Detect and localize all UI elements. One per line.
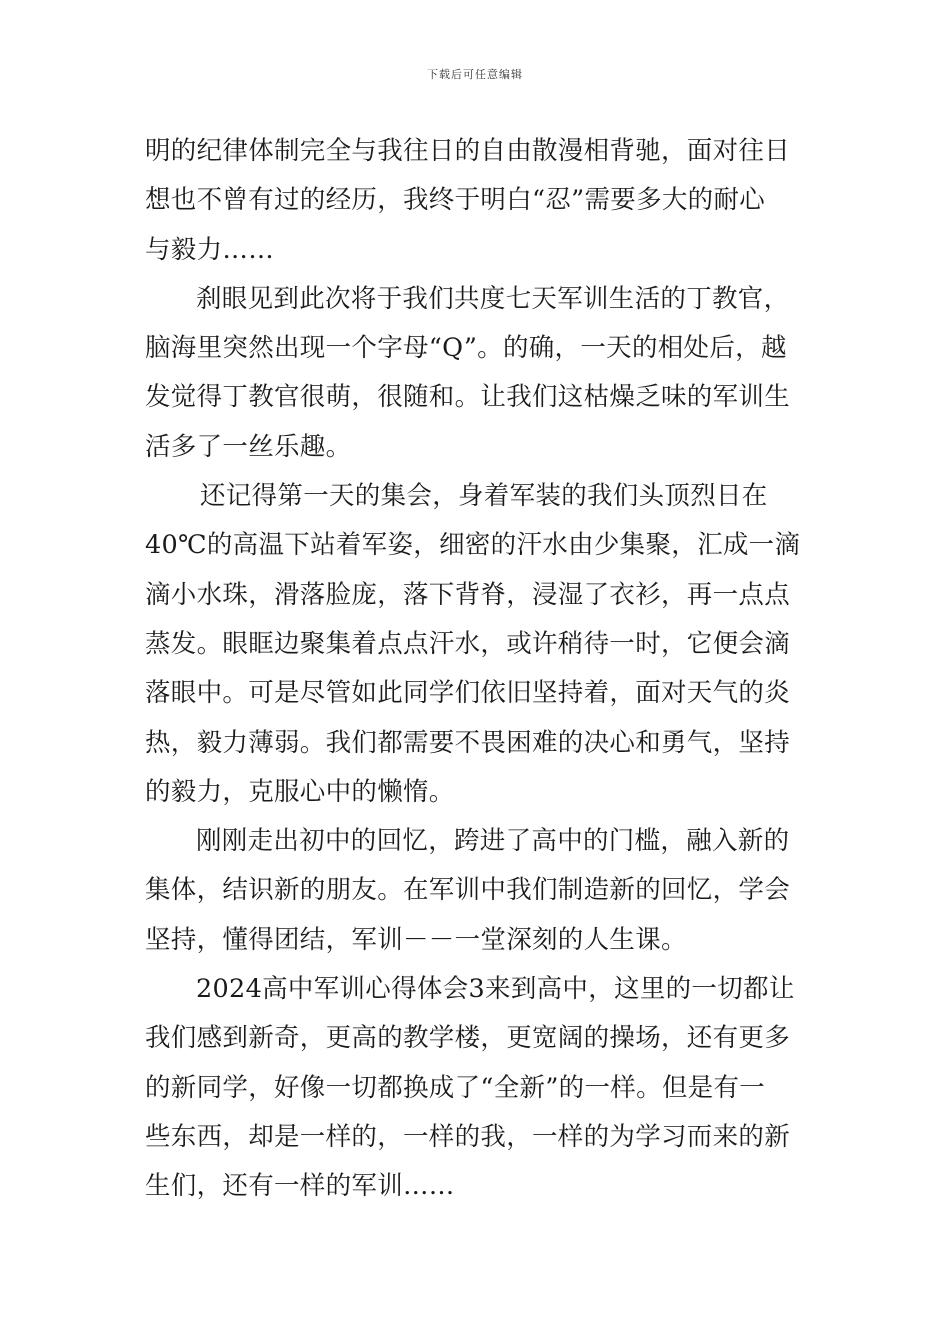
text-line: 2024高中军训心得体会3来到高中，这里的一切都让 (196, 974, 795, 1005)
text-line: 些东西，却是一样的，一样的我，一样的为学习而来的新 (145, 1121, 791, 1152)
text-line: 落眼中。可是尽管如此同学们依旧坚持着，面对天气的炎 (145, 678, 791, 709)
text-line: 明的纪律体制完全与我往日的自由散漫相背驰，面对往日 (145, 136, 791, 166)
text-line: 滴小水珠，滑落脸庞，落下背脊，浸湿了衣衫，再一点点 (145, 579, 791, 610)
text-line: 刚刚走出初中的回忆，跨进了高中的门槛，融入新的 (196, 826, 790, 857)
paragraph (145, 817, 815, 965)
paragraph (145, 472, 815, 817)
text-line: 40℃的高温下站着军姿，细密的汗水由少集聚，汇成一滴 (145, 530, 801, 561)
text-line: 蒸发。眼眶边聚集着点点汗水，或许稍待一时，它便会滴 (145, 628, 791, 659)
paragraph (145, 127, 815, 275)
paragraph (145, 965, 815, 1211)
text-line: 发觉得丁教官很萌，很随和。让我们这枯燥乏味的军训生 (145, 382, 791, 413)
text-line: 热，毅力薄弱。我们都需要不畏困难的决心和勇气，坚持 (145, 727, 791, 758)
page-header: 下载后可任意编辑 (427, 68, 523, 81)
text-line: 我们感到新奇，更高的教学楼，更宽阔的操场，还有更多 (145, 1023, 791, 1054)
text-line: 与毅力…… (145, 234, 275, 265)
text-line: 想也不曾有过的经历，我终于明白“忍”需要多大的耐心 (145, 185, 766, 216)
text-line: 坚持，懂得团结，军训－－一堂深刻的人生课。 (145, 924, 687, 955)
text-line: 活多了一丝乐趣。 (145, 431, 352, 462)
document-body (145, 127, 815, 1212)
text-line: 的毅力，克服心中的懒惰。 (145, 776, 455, 807)
text-line: 脑海里突然出现一个字母“Q”。的确，一天的相处后，越 (145, 333, 787, 364)
text-line: 生们，还有一样的军训…… (145, 1171, 455, 1202)
text-line: 刹眼见到此次将于我们共度七天军训生活的丁教官， (196, 283, 790, 314)
text-line: 的新同学，好像一切都换成了“全新”的一样。但是有一 (145, 1072, 766, 1103)
text-line: 还记得第一天的集会，身着军装的我们头顶烈日在 (200, 481, 768, 512)
paragraph (145, 275, 815, 472)
text-line: 集体，结识新的朋友。在军训中我们制造新的回忆，学会 (145, 875, 791, 906)
